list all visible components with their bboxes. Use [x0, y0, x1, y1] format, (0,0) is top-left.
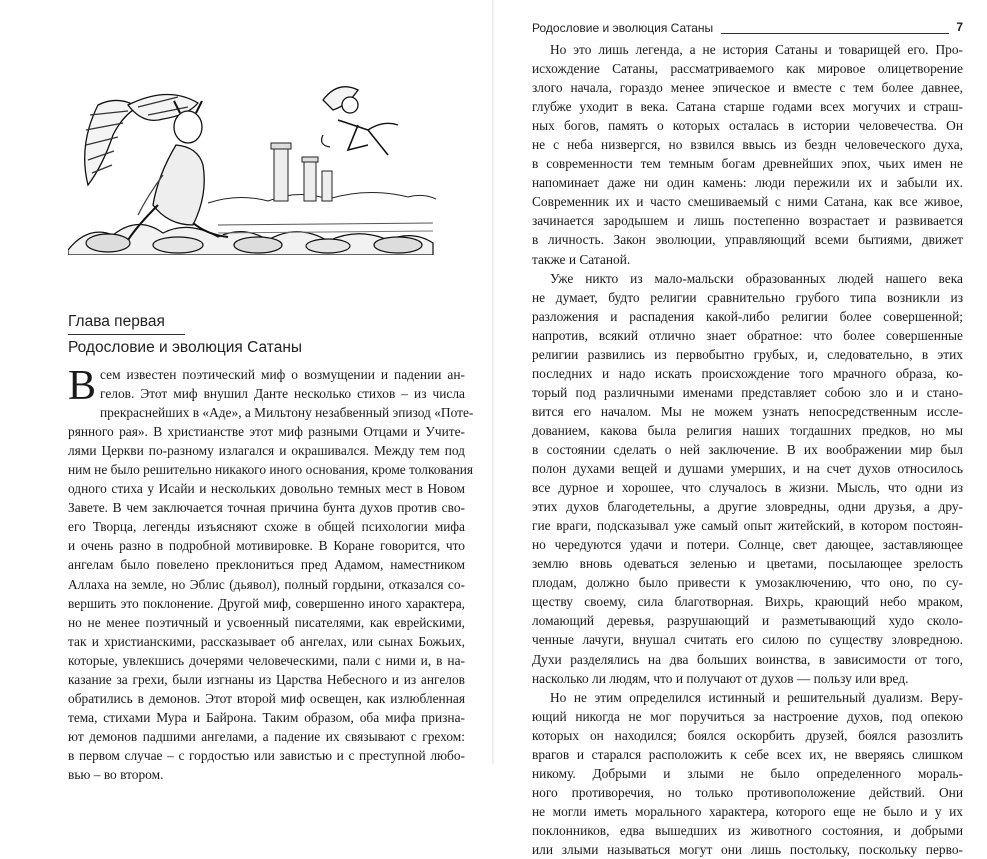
right-body-text	[532, 40, 963, 859]
seated-devil	[85, 94, 228, 240]
text-line: ломающий деревья, разрушающий и разметывающий худо сколо-	[532, 613, 963, 629]
text-line: Уже никто из мало-мальски образованных людей нашего века	[550, 270, 963, 286]
text-line: Но это лишь легенда, а не история Сатаны и товарищей его. Про-	[550, 42, 963, 57]
text-line: дованием, какова была религия наших тогдашних предков, но мы	[532, 422, 963, 438]
text-line: напротив, всякий отлично знает обратное: что более совершенные	[532, 327, 963, 343]
text-line: так и христианскими, рассказывает об ангелах, или сынах Божьих,	[68, 633, 465, 649]
text-line: последних и надо искать происхождение того мрачного образа, ко-	[532, 365, 963, 381]
text-line: но чередуются удачи и потери. Солнце, свет дающее, заставляющее	[532, 537, 963, 553]
text-line: напоминает даже ни один камень: люди пережили их и забыли их.	[532, 175, 963, 191]
text-line: казание за грехи, были изгнаны из Царства Небесного и из ангелов	[68, 671, 465, 687]
flying-imp	[322, 87, 398, 155]
text-line: зачинается зародышем и лишь постепенно возрастает и развивается	[532, 213, 963, 229]
text-line: никому. Добрыми и злыми не было определенного мораль-	[532, 765, 963, 781]
text-line: не думает, будто религии сравнительно грубого типа возникли из	[532, 289, 963, 305]
text-line: поклонников, едва вышедших из животного состояния, и добрыми	[532, 822, 963, 838]
left-body-text	[68, 363, 474, 784]
rocks-ground	[68, 224, 433, 255]
text-line: которых он находился; боялся оскорбить друзей, боялся разозлить	[532, 727, 963, 743]
left-page	[0, 0, 493, 782]
text-line: не с неба низвергся, но взвился ввысь из бездн человеческого духа,	[532, 137, 963, 153]
text-line: и очень разно в подробной мотивировке. В Коране говорится, что	[68, 538, 465, 554]
text-line: ангелам было повелено преклониться пред Адамом, наместником	[68, 557, 465, 573]
text-line: которые, увлекшись дочерями человеческими, пали с ними и, в на-	[68, 652, 465, 668]
text-line: злого начала, гораздо менее эпическое и вместе с тем более давнее,	[532, 80, 963, 96]
text-line: ним не было решительно никакого иного основания, кроме толкования	[68, 462, 474, 478]
text-line: прекраснейших в «Аде», а Мильтону незабвенный эпизод «Потe-	[100, 405, 474, 421]
dropcap-letter: В	[68, 363, 97, 409]
text-line: в состоянии сделать о ней заключение. В их воображении мир был	[532, 441, 963, 457]
text-line: этих духов благодетельны, а другие зловредны, одни друзья, а дру-	[532, 499, 963, 515]
text-line: рянного рая». В христианстве этот миф разными Отцами и Учите-	[68, 424, 465, 440]
text-line: ют демонов падшими ангелами, а падение их связывают с грехом:	[68, 728, 465, 744]
paragraph	[532, 40, 963, 269]
text-line: гелов. Этот миф внушил Данте несколько стихов – из числа	[100, 386, 465, 402]
text-line: вершить это поклонение. Другой миф, совершенно иного характера,	[68, 595, 465, 611]
running-header-rule	[721, 33, 949, 34]
text-line: также и Сатаной.	[532, 251, 631, 267]
text-line: в личность. Закон эволюции, управляющий всеми бытиями, движет	[532, 232, 963, 248]
right-page	[494, 0, 987, 857]
text-line: Но не этим определился истинный и решительный дуализм. Веру-	[550, 689, 963, 705]
text-line: в первом случае – с гордостью или завистью и с преступной любо-	[68, 747, 465, 763]
text-line: обратились в демонов. Этот второй миф освещен, как излюбленная	[68, 690, 465, 706]
text-line: землю вновь одеваться зеленью и цветами, посылающее зрелость	[532, 556, 963, 572]
city-skyline	[208, 143, 436, 233]
text-line: Современник их и часто смешиваемый с ними Сатана, как все живое,	[532, 194, 963, 210]
text-line: тема, стихами Мура и Байрона. Таким образом, оба мифа призна-	[68, 709, 465, 725]
text-line: одного стиха у Исайи и нескольких довольно темных мест в Новом	[68, 481, 465, 497]
text-line: торый под различными именами представляет собою зло и и стано-	[532, 384, 963, 400]
text-line: в современности тем темным богам древнейших эпох, чьих имен не	[532, 156, 963, 172]
text-line: или злыми называться могут они лишь постольку, поскольку перво-	[532, 841, 963, 857]
devil-illustration	[68, 75, 438, 255]
text-line: насколько ли людям, что и получают от духов — пользу или вред.	[532, 670, 909, 686]
text-line: глубже уходит в века. Сатана старше годами всех могучих и страш-	[532, 99, 963, 115]
paragraph	[532, 269, 963, 688]
text-line: плодам, должно было привести к умозаключению, что оно, по су-	[532, 575, 963, 591]
text-line: сем известен поэтический миф о возмущении и падении ан-	[100, 367, 465, 382]
text-line: ченные лачуги, внушал считать его силою по существу зловредною.	[532, 632, 963, 648]
text-line: вится его началом. Мы не можем узнать непосредственным иссле-	[532, 403, 963, 419]
text-line: но не менее поэтичный и усвоенный писателями, как еврейскими,	[68, 614, 465, 630]
text-line: гие враги, подсказывал уже самый опыт житейский, в котором постоян-	[532, 518, 963, 534]
page-number: 7	[956, 20, 963, 34]
text-line: врагов и старался расположить к себе всех их, не вверяясь слишком	[532, 746, 963, 762]
text-line: вью – во втором.	[68, 766, 164, 782]
text-line: не могли иметь морального характера, которого еще не было и у их	[532, 803, 963, 819]
text-line: его Творца, легенды изъясняют схоже в общей психологии мифа	[68, 519, 465, 535]
text-line: ного противоречия, но только противоположение действий. Они	[532, 784, 963, 800]
text-line: ществу своему, сила благотворная. Вихрь, крающий небо мраком,	[532, 594, 963, 610]
text-line: лями Церкви по-разному излагался и окрашивался. Между тем под	[68, 443, 465, 459]
chapter-rule	[68, 334, 185, 335]
text-line: ющий никогда не мог поручиться за настроение духов, под опекою	[532, 708, 963, 724]
text-line: Аллаха на земле, но Эблис (дьявол), полный гордыни, отказался со-	[68, 576, 465, 592]
text-line: Завете. В чем заключается точная причина бунта духов против сво-	[68, 500, 465, 516]
text-line: ных богов, память о которых осталась в истории человечества. Он	[532, 118, 963, 134]
chapter-label: Глава первая	[68, 313, 165, 330]
text-line: Духи разделялись на два больших воинства, в зависимости от того,	[532, 651, 963, 667]
paragraph	[532, 688, 963, 859]
text-line: полон духами вещей и душами умерших, и на счет духов относилось	[532, 461, 963, 477]
text-line: разложения и распадения какой-либо религии более совершенной;	[532, 308, 963, 324]
text-line: исхождение Сатаны, рассматриваемого как мировое олицетворение	[532, 61, 963, 77]
text-line: все дурное и хорошее, что случалось в жизни. Мысль, что одни из	[532, 480, 963, 496]
running-header-title: Родословие и эволюция Сатаны	[532, 21, 714, 35]
text-line: религии развились из первобытно грубых, и, следовательно, в этих	[532, 346, 963, 362]
chapter-title: Родословие и эволюция Сатаны	[68, 339, 303, 356]
